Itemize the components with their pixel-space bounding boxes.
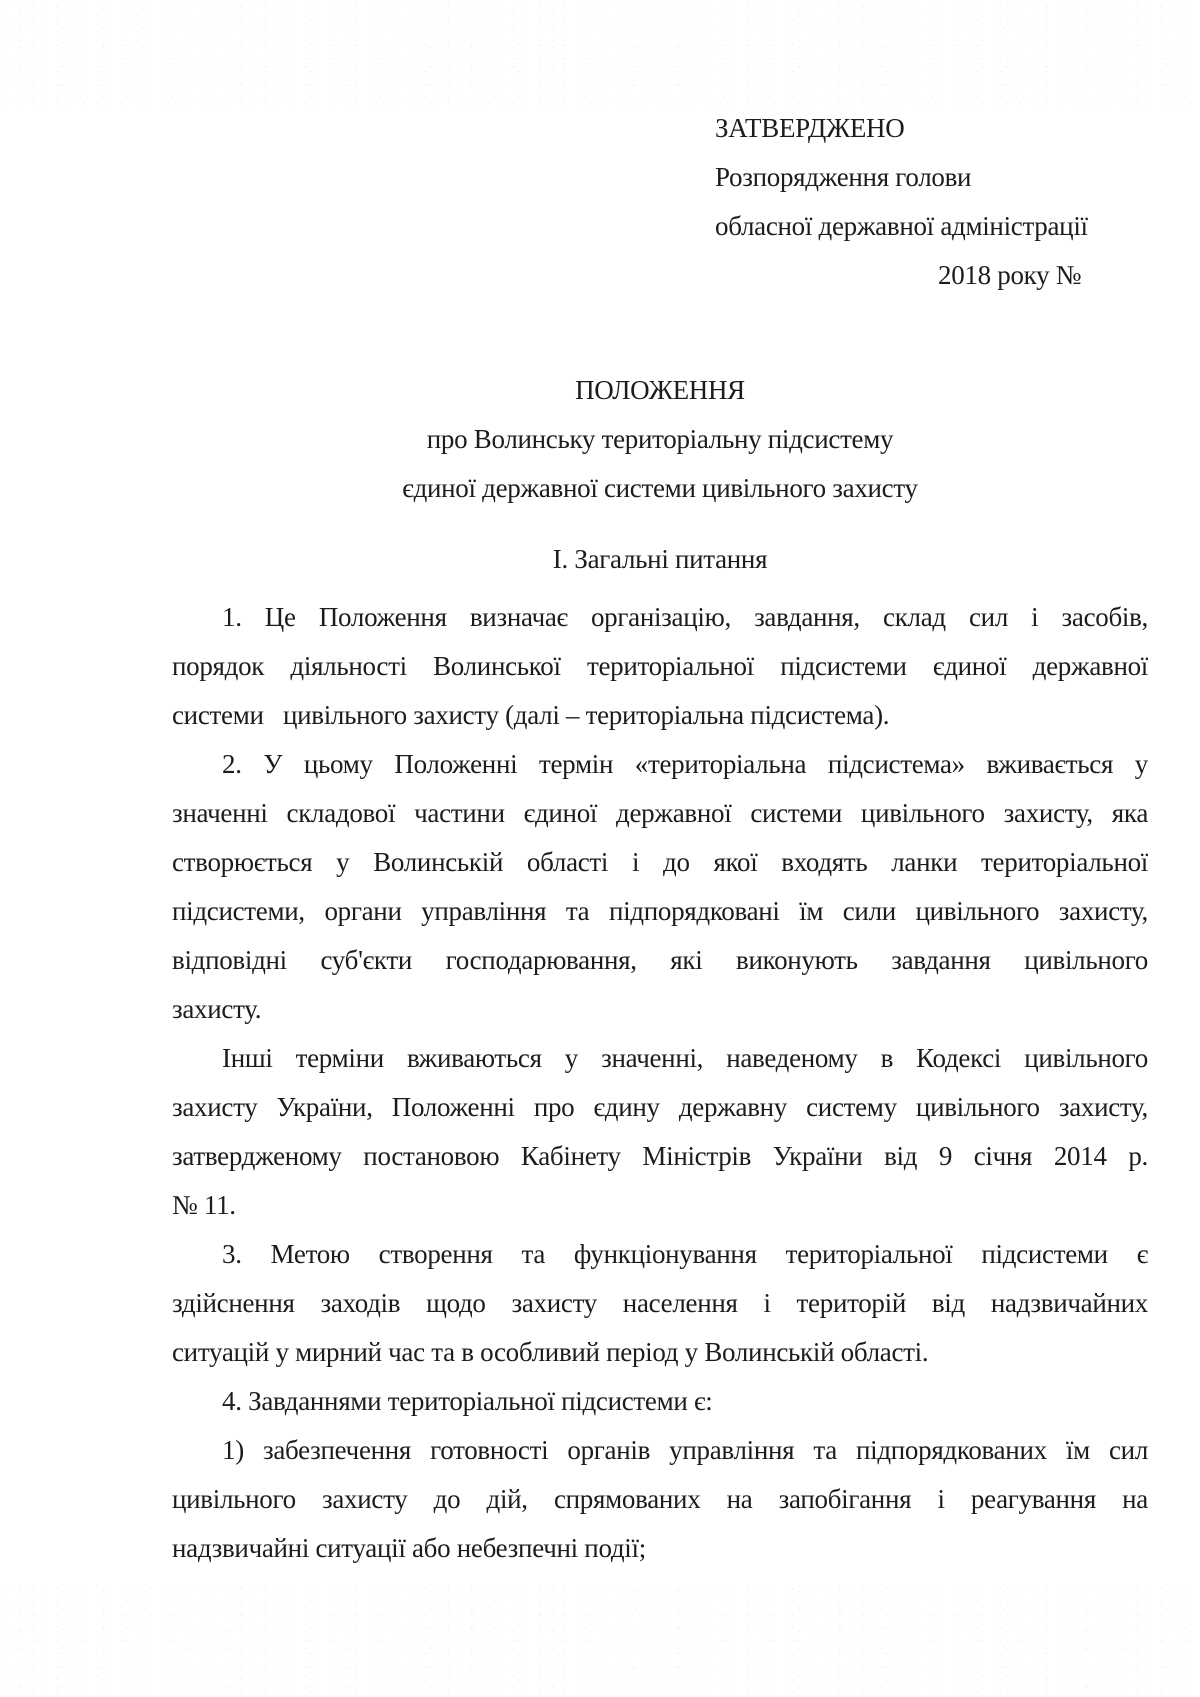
body-line: Інші терміни вживаються у значенні, наведеному в Кодексі цивільного xyxy=(222,1043,1148,1073)
body-line: 3. Метою створення та функціонування територіальної підсистеми є xyxy=(222,1239,1148,1269)
body-line: надзвичайні ситуації або небезпечні події; xyxy=(172,1533,646,1563)
approval-block xyxy=(715,104,1148,300)
body-line: 1) забезпечення готовності органів управління та підпорядкованих їм сил xyxy=(222,1435,1148,1465)
document-title xyxy=(172,366,1148,513)
body-line: 2. У цьому Положенні термін «територіальна підсистема» вживається у xyxy=(222,749,1148,779)
body-line: відповідні суб'єкти господарювання, які виконують завдання цивільного xyxy=(172,945,1148,975)
approval-date-line: 2018 року № xyxy=(938,260,1082,290)
body-line: цивільного захисту до дій, спрямованих на запобігання і реагування на xyxy=(172,1484,1148,1514)
approval-line-order: Розпорядження голови xyxy=(715,162,972,192)
body-line: затвердженому постановою Кабінету Міністрів України від 9 січня 2014 р. xyxy=(172,1141,1148,1171)
body-line: порядок діяльності Волинської територіальної підсистеми єдиної державної xyxy=(172,651,1148,681)
title-line-1: ПОЛОЖЕННЯ xyxy=(575,375,745,405)
body-line: захисту. xyxy=(172,994,262,1024)
body-line: захисту України, Положенні про єдину державну систему цивільного захисту, xyxy=(172,1092,1148,1122)
body-line: ситуацій у мирний час та в особливий період у Волинській області. xyxy=(172,1337,929,1367)
section-heading: І. Загальні питання xyxy=(552,544,768,574)
title-line-2: про Волинську територіальну підсистему xyxy=(426,424,894,454)
body-line: № 11. xyxy=(172,1190,236,1220)
body-line: створюється у Волинській області і до якої входять ланки територіальної xyxy=(172,847,1148,877)
title-line-3: єдиної державної системи цивільного захисту xyxy=(402,473,918,503)
body-line: 4. Завданнями територіальної підсистеми є: xyxy=(222,1386,713,1416)
body-line: значенні складової частини єдиної державної системи цивільного захисту, яка xyxy=(172,798,1148,828)
body-line: системи цивільного захисту (далі – територіальна підсистема). xyxy=(172,700,890,730)
body-line: 1. Це Положення визначає організацію, завдання, склад сил і засобів, xyxy=(222,602,1148,632)
approval-line-approved: ЗАТВЕРДЖЕНО xyxy=(715,113,905,143)
body-line: здійснення заходів щодо захисту населення і територій від надзвичайних xyxy=(172,1288,1148,1318)
body-line: підсистеми, органи управління та підпорядковані їм сили цивільного захисту, xyxy=(172,896,1148,926)
scan-noise-bottom xyxy=(0,1582,1200,1697)
approval-line-administration: обласної державної адміністрації xyxy=(715,211,1088,241)
document-body xyxy=(172,593,1148,1573)
